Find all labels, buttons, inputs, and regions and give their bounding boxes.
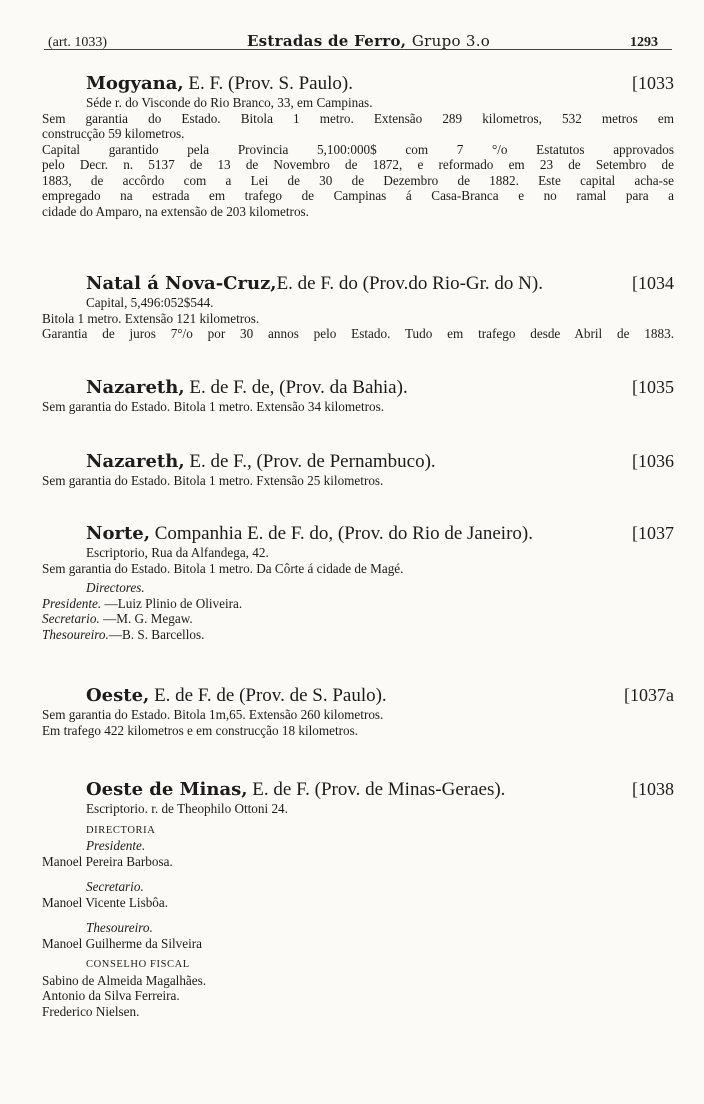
director-person: —Luiz Plinio de Oliveira. <box>104 595 243 611</box>
entry-ref: [1035 <box>632 377 674 397</box>
board-role: Secretario. <box>86 879 144 894</box>
council-title: CONSELHO FISCAL <box>86 959 190 970</box>
entry-ref: [1037 <box>632 523 674 543</box>
entry-line: Escriptorio. r. de Theophilo Ottoni 24. <box>86 801 288 816</box>
entry-ref: [1037a <box>624 685 674 705</box>
entry-heading <box>42 272 674 295</box>
entry-name: Oeste, <box>86 685 150 706</box>
director-role: Presidente. <box>42 595 102 611</box>
entry-heading <box>42 450 674 473</box>
entry-ref: [1034 <box>632 273 674 293</box>
entry-name: Nazareth, <box>86 451 185 472</box>
entry-line: empregado na estrada em trafego de Campinas á Casa-Branca e no ramal para a <box>42 188 674 203</box>
entry-heading-rest: E. de F. (Prov. de Minas-Geraes). <box>252 779 506 800</box>
entry-line: Sem garantia do Estado. Bitola 1m,65. Extensão 260 kilometros. <box>42 707 384 722</box>
entry-oeste <box>42 684 674 738</box>
entry-nazareth-bahia <box>42 376 674 415</box>
entry-ref: [1036 <box>632 451 674 471</box>
entry-line: Capital garantido pela Provincia 5,100:000$ com 7 °/o Estatutos approvados <box>42 141 674 157</box>
entry-heading-rest: E. de F. de (Prov. de S. Paulo). <box>154 685 387 706</box>
directors-title: Directores. <box>86 580 145 595</box>
entry-line: Capital, 5,496:052$544. <box>86 295 214 310</box>
director-person: —B. S. Barcellos. <box>108 626 205 642</box>
entry-heading <box>42 522 674 545</box>
entry-ref: [1038 <box>632 779 674 799</box>
entry-line: Sem garantia do Estado. Bitola 1 metro. Extensão 34 kilometros. <box>42 399 385 414</box>
entry-line: construcção 59 kilometros. <box>42 126 185 141</box>
director-row <box>42 596 674 612</box>
board-role: Presidente. <box>86 838 146 853</box>
director-row <box>42 627 674 643</box>
director-role: Thesoureiro. <box>42 626 109 642</box>
entry-line: Garantia de juros 7°/o por 30 annos pelo Estado. Tudo em trafego desde Abril de 1883. <box>42 326 674 341</box>
council-member: Sabino de Almeida Magalhães. <box>42 972 207 988</box>
entry-heading <box>42 684 674 707</box>
entry-oeste-de-minas <box>42 778 674 1019</box>
entry-heading <box>42 778 674 801</box>
entry-heading <box>42 72 674 95</box>
entry-heading-rest: E. de F., (Prov. de Pernambuco). <box>189 451 436 472</box>
board-person: Manoel Guilherme da Silveira <box>42 935 203 951</box>
entry-name: Natal á Nova-Cruz, <box>86 273 277 294</box>
entry-norte <box>42 522 674 642</box>
page-number: 1293 <box>629 35 658 50</box>
entry-name: Oeste de Minas, <box>86 779 248 800</box>
director-role: Secretario. <box>42 611 100 626</box>
director-person: —M. G. Megaw. <box>103 611 193 626</box>
entry-heading-rest: E. de F. de, (Prov. da Bahia). <box>189 377 408 398</box>
entry-name: Norte, <box>86 523 150 544</box>
article-range: (art. 1033) <box>48 35 108 50</box>
council-member: Antonio da Silva Ferreira. <box>42 988 180 1003</box>
entry-heading-rest: E. F. (Prov. S. Paulo). <box>188 73 353 94</box>
entry-heading-rest: E. de F. do (Prov.do Rio-Gr. do N). <box>276 273 543 294</box>
section-title <box>247 32 490 50</box>
header-rule <box>44 49 672 50</box>
board-role: Thesoureiro. <box>86 920 153 935</box>
entry-line: Em trafego 422 kilometros e em construcção 18 kilometros. <box>42 722 359 738</box>
entry-line: Sem garantia do Estado. Bitola 1 metro. Fxtensão 25 kilometros. <box>42 473 384 488</box>
entry-name: Mogyana, <box>86 73 184 94</box>
board-title: DIRECTORIA <box>86 824 156 836</box>
entry-line: Séde r. do Visconde do Rio Branco, 33, em Campinas. <box>86 95 373 110</box>
entry-line: pelo Decr. n. 5137 de 13 de Novembro de 1872, e reformado em 23 de Setembro de <box>42 157 674 172</box>
entry-mogyana <box>42 72 674 219</box>
entry-name: Nazareth, <box>86 377 185 398</box>
entry-line: Bitola 1 metro. Extensão 121 kilometros. <box>42 310 260 326</box>
council-member: Frederico Nielsen. <box>42 1003 140 1019</box>
section-group: Grupo 3.o <box>411 32 491 50</box>
entry-heading-rest: Companhia E. de F. do, (Prov. do Rio de Janeiro). <box>154 523 533 544</box>
entry-line: cidade do Amparo, na extensão de 203 kilometros. <box>42 203 309 219</box>
section-title-text: Estradas de Ferro, <box>246 32 407 50</box>
entry-heading <box>42 376 674 399</box>
entry-nazareth-pernambuco <box>42 450 674 489</box>
entry-line: Sem garantia do Estado. Bitola 1 metro. Extensão 289 kilometros, 532 metros em <box>42 110 674 126</box>
board-person: Manoel Vicente Lisbôa. <box>42 894 169 910</box>
entry-ref: [1033 <box>632 73 674 93</box>
entry-natal-nova-cruz <box>42 272 674 342</box>
director-row <box>42 611 674 627</box>
entry-line: Escriptorio, Rua da Alfandega, 42. <box>86 545 269 560</box>
entry-line: 1883, de accôrdo com a Lei de 30 de Dezembro de 1882. Este capital acha-se <box>42 172 674 188</box>
entry-line: Sem garantia do Estado. Bitola 1 metro. Da Côrte á cidade de Magé. <box>42 560 404 576</box>
board-person: Manoel Pereira Barbosa. <box>42 853 173 869</box>
